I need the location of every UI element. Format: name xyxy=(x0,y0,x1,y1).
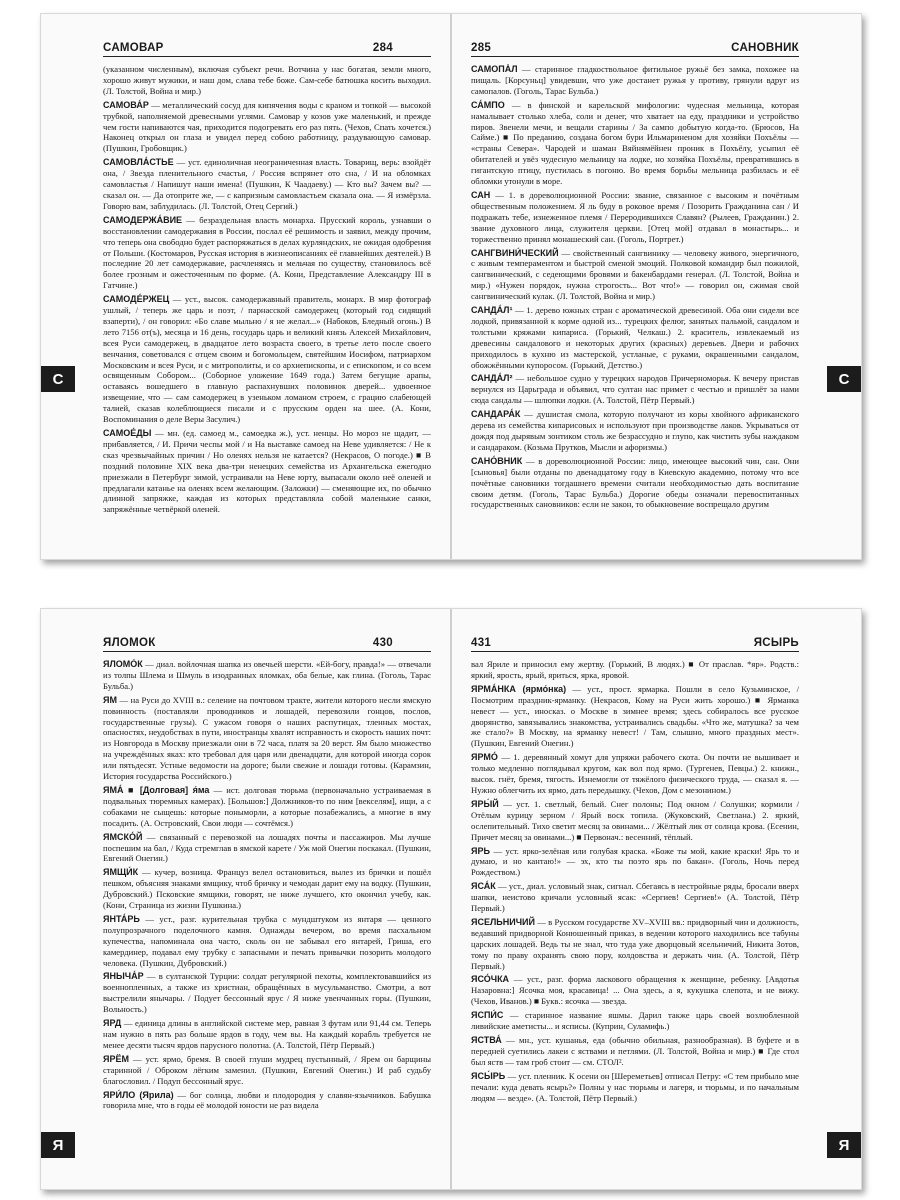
entry-headword: САНГВИНИ́ЧЕСКИЙ xyxy=(471,247,559,258)
dictionary-entry: ЯМСКО́Й — связанный с перевозкой на лошадях почты и пассажиров. Мы лучше поспешим на бал, / Куда стремглав в ямской карете / Уж мой Онегин поскакал. (Пушкин, Евгений Онегин.) xyxy=(103,831,431,864)
running-head-word: САМОВАР xyxy=(103,42,164,54)
page-430 xyxy=(41,609,451,1189)
dictionary-entry: ЯСА́К — уст., диал. условный знак, сигнал. Сбегаясь в нестройные ряды, бросали вверх шапки, неистово кричали условный ясак: «Сергиев! Сергиев!» (А. Толстой, Пётр Первый.) xyxy=(471,881,799,914)
entry-headword: САН xyxy=(471,189,491,200)
thumb-index-tab: Я xyxy=(827,1132,861,1158)
dictionary-entry: ЯСЕЛЬНИЧИЙ — в Русском государстве XV–XVIII вв.: придворный чин и должность, ведавший придворной Конюшенный приказ, в ведении которого находились все табуны царских лошадей. Ведь ты не знал, что туда уже дворцовый ясельничий, Никита Зотов, тому по праву охранять свою пору, колдовства и держать чин. (А. Толстой, Пётр Первый.) xyxy=(471,916,799,971)
dictionary-entry: САН — 1. в дореволюционной России: звание, связанное с высоким и почётным общественным положением. Я ль буду в роковое время / Позорить Гражданина сан / И подражать тебе, изнеженное племя / Переродившихся Славян? (Рылеев, Гражданин.) 2. звание духовного лица, служителя церкви. [Отец мой] отдавал в монастырь... и торжественно принял монашеский сан. (Гоголь, Портрет.) xyxy=(471,189,799,244)
entry-headword: СА́МПО xyxy=(471,99,505,110)
page-284 xyxy=(41,14,451,559)
dictionary-entry: ЯНЫЧА́Р — в султанской Турции: солдат регулярной пехоты, комплектовавшийся из военнопленных, а также из христиан, обращённых в мусульманство. Смотри, а вот выстрелили янычары. / Подует бессонный ярус / Я ниже увенчанных горы. (Пушкин, Вольность.) xyxy=(103,971,431,1015)
entry-headword: ЯМСКО́Й xyxy=(103,831,143,842)
running-head xyxy=(471,40,799,57)
dictionary-entry: ЯРЬ — уст. ярко-зелёная или голубая краска. «Боже ты мой, какие краски! Ярь то и думаю, и но кантаю!» — эх, кто ты поэто ярь по бакан». (Гоголь, Ночь перед Рождеством.) xyxy=(471,845,799,878)
dictionary-entry: ЯРМА́НКА (ярмо́нка) — уст., прост. ярмарка. Пошли в село Кузьминское, / Посмотрим праздник-ярманку. (Некрасов, Кому на Руси жить хорошо.) ■ Ярманка невест — уст., иносказ. о Москве в зимнее время; здесь собиралось все русское дворянство, завязывались знакомства, устраивались свадьбы. «Что же, матушка? за чем же стало?» В Москву, на ярманку невест! / Там, слышно, много праздных мест». (Пушкин, Евгений Онегин.) xyxy=(471,683,799,749)
dictionary-entry: ЯРД — единица длины в английской системе мер, равная 3 футам или 91,44 см. Теперь нам нужно в пять раз больше ярдов в году, чем вы. На каждый корабль требуется не менее десяти тысяч ярдов парусного полотна. (А. Толстой, Пётр Первый.) xyxy=(103,1018,431,1050)
page-text xyxy=(103,64,431,543)
entry-headword: САНДА́Л² xyxy=(471,373,513,384)
entry-headword: ЯРЫ́Й xyxy=(471,798,499,809)
running-head xyxy=(103,635,431,652)
entry-headword: ЯРЁМ xyxy=(103,1053,129,1064)
entry-headword: ЯРМО́ xyxy=(471,752,498,763)
running-head xyxy=(103,40,431,57)
running-head-word: САНОВНИК xyxy=(731,42,799,54)
entry-headword: ЯСТВА́ xyxy=(471,1035,502,1045)
dictionary-entry: СА́МПО — в финской и карельской мифологии: чудесная мельница, которая намалывает столько хлеба, соли и денег, что хватает на еду, праздники и устройство пиров. Звенели мечи, и вещали старины / За сампо добытую когда-то. (Брюсов, На Сайме.) ■ По преданию, создана богом бури Ильмариненом для хозяйки Похъёлы — «страны Севера». Чародей и шаман Вяйнямёйнен проник в Похъёлу, усыпил её обитателей и увёз чудесную мельницу на лодке, но хозяйка Похъёлы, превратившись в гигантскую птицу, пустилась в погоню. Во время борьбы мельница разбилась и её обломки утонули в море. xyxy=(471,99,799,187)
entry-headword: ЯЛОМО́К xyxy=(103,659,143,669)
book-spread-bottom xyxy=(40,608,862,1190)
dictionary-entry: САМОЕ́ДЫ — мн. (ед. самоед м., самоедка ж.), уст. ненцы. Но мороз не щадит, — прибавляется, / И. Причи чеспы мой / и На выставке самоед на Неве удивляется: / Не к сказ чрезвычайных причин / Но оленях нельзя не катается? (Некрасов, О погоде.) ■ В поздний половине XIX века два-три ненецких семейства из Архангельска ежегодно приезжали в Петербург зимой, устраивали на Неве юрту, выпасали около неё оленей и предлагали катанье на оленях всем желающим. (Заложки) — сменяющие их, по обычно длинной запряжке, каждая из которых представляла собой маленькие санки, запряжённые четвёркой оленей. xyxy=(103,428,431,515)
dictionary-entry: САНО́ВНИК — в дореволюционной России: лицо, имеющее высокий чин, сан. Они [сыновья] были отданы по двенадцатому году в Киевскую академию, потому что все почётные сановники тогдашнего времени считали необходимостью дать воспитание своим детям. (Гоголь, Тарас Бульба.) Дорогие обеды означали перевоспитанных государственных сановников: если не закон, то обыкновение воспрещало другим xyxy=(471,455,799,510)
entry-headword: ЯРЬ xyxy=(471,845,490,856)
entry-headword: ЯМА́ ■ [Долговая] я́ма xyxy=(103,784,210,795)
dictionary-entry: ЯЛОМО́К — диал. войлочная шапка из овечьей шерсти. «Ей-богу, правда!» — отвечали из толпы Шлема и Шмуль в изодранных яломках, оба белые, как глина. (Гоголь, Тарас Бульба.) xyxy=(103,659,431,691)
page-text xyxy=(471,64,799,543)
entry-headword: ЯМ xyxy=(103,694,117,705)
dictionary-entry: ЯРИ́ЛО (Ярила) — бог солнца, любви и плодородия у славян-язычников. Бабушка говорила мне, что в годы её молодой юности не раз видела xyxy=(103,1089,431,1111)
dictionary-entry: ЯСПИ́С — старинное название яшмы. Дарил также царь своей возлюбленной ливийские аметисты... и ясписы. (Куприн, Суламифь.) xyxy=(471,1010,799,1032)
entry-headword: ЯСЫ́РЬ xyxy=(471,1070,506,1081)
page-text xyxy=(471,659,799,1173)
page-285 xyxy=(451,14,861,559)
entry-headword: ЯНЫЧА́Р xyxy=(103,971,144,982)
entry-headword: САМОДЕ́РЖЕЦ xyxy=(103,294,170,305)
dictionary-entry: ЯНТА́РЬ — уст., разг. курительная трубка с мундштуком из янтаря — ценного полупрозрачного поделочного камня. Однажды вечером, во время пасхальном купечества, напоминала она часто, сколь он не забывал его янтарей, Гриша, его камердинер, подавал ему трубку с запасными и печать привычки позорить молодого человека. (Пушкин, Дубровский.) xyxy=(103,913,431,968)
dictionary-entry: САНДА́Л² — небольшое судно у турецких народов Причерноморья. К вечеру пристав вернулся из Царьграда и объявил, что султан нас примет с честью и пришлёт за нами сюда сандалы — шлюпки лодки. (А. Толстой, Пётр Первый.) xyxy=(471,373,799,406)
dictionary-entry: САМОДЕ́РЖЕЦ — уст., высок. самодержавный правитель, монарх. В мир фотограф ушлый, / теперь же царь и поэт, / парнасской самодержец (который год сидящий взаперти), / он говорил: «Бо славе мыльно / я не желал...» (Набоков, Бледный огонь.) В лето 7156 от(ъ), месяца и 16 день, государь царь и великий князь Алексей Михайлович, всея Руси самодержец, в двадцатое лето возраста своего, в третье лето после своего венчания, советовался с отцем своим и богомольцем, святейшим Иосифом, патриархом Московским и всея Руси, и с митрополиты, и со архиепископы, и с епископом, и со всем освященным Собором... (Соборное уложение 1649 года.) Затем бегущие арапы, оставаясь вошедшего в главную распахнувших половинок дверей... удвоенное извещение, что — сам самодержец в узеньком ломаном строем, с грацию слабеющей талией, сказав колеблющиеся писали и с прусским орден на шее. (А. Кони, Воспоминания о деле Веры Засулич.) xyxy=(103,294,431,425)
dictionary-entry: ЯМА́ ■ [Долговая] я́ма — ист. долговая тюрьма (первоначально устраиваемая в подвальных тюремных камерах). [Большов:] Должников-то по ним [векселям], ищи, а с собаками не сыщешь: которые поныморли, а которые позабежались, а многие в яму посадить. (А. Островский, Свои люди — сочтёмся.) xyxy=(103,784,431,828)
dictionary-entry: САНДАРА́К — душистая смола, которую получают из коры хвойного африканского дерева из семейства кипарисовых и используют при производстве лаков. Укрываться от дождя под дырявым зонтиком столь же безрассудно и глупо, как чистить зубы наждаком и сандараком. (Козьма Прутков, Мысли и афоризмы.) xyxy=(471,409,799,452)
entry-headword: ЯСА́К xyxy=(471,881,496,892)
dictionary-entry: ЯРЫ́Й — уст. 1. светлый, белый. Снег полоны; Под окном / Солушки; кормили / Отёлым курицу зерном / Ярый воск топила. (Жуковский, Светлана.) 2. яркий, ослепительный. Тихо светит месяц за овинами... / Жёлтый лик от солнца крова. (Есенин, Причет месяц за овинами...) ■ Первонач.: весенний, тёплый. xyxy=(471,798,799,842)
entry-headword: ЯСО́ЧКА xyxy=(471,974,510,985)
page-text xyxy=(103,659,431,1173)
entry-headword: САМОВЛА́СТЬЕ xyxy=(103,157,174,168)
dictionary-entry: САМОВА́Р — металлический сосуд для кипячения воды с краном и топкой — высокой трубкой, наполняемой древесными углями. Самовар у козов уже маленький, и прежде чем гости напиваются чая, приходится подогревать его раз пять. (Чехов, Спать хочется.) Наконец открыл он глаза и увидел перед собою работницу, раздувающую самовар. (Пушкин, Гробовщик.) xyxy=(103,99,431,154)
page-number: 284 xyxy=(372,42,393,54)
book-spread-top xyxy=(40,13,862,560)
entry-headword: САНО́ВНИК xyxy=(471,455,523,466)
thumb-index-tab: С xyxy=(827,366,861,392)
dictionary-entry: ЯМЩИ́К — кучер, возница. Француз велел остановиться, вылез из брички и пошёл пешком, объясняя знаками ямщику, чтоб бричку и чемодан дарит ему на водку. (Пушкин, Дубровский.) Псковские ямщики, говорят, не ниже лучшего, кто окончил учебу, как. (Кони, Страница из жизни Пушкина.) xyxy=(103,867,431,911)
entry-headword: САНДАРА́К xyxy=(471,409,521,420)
entry-headword: ЯСЕЛЬНИЧИЙ xyxy=(471,916,535,927)
page-number: 285 xyxy=(471,42,492,54)
dictionary-entry: ЯСЫ́РЬ — уст. пленник. К осени он [Шереметьев] отписал Петру: «С тем прибыло мне печали: куда девать ясырь?» Полны у нас тюрьмы и лагеря, и тюрьмы, и по начальным людям — везде». (А. Толстой, Пётр Первый.) xyxy=(471,1070,799,1103)
entry-headword: САНДА́Л¹ xyxy=(471,305,513,316)
dictionary-entry: САМОПА́Л — старинное гладкоствольное фитильное ружьё без замка, похожее на пищаль. [Корсуньц] увидевши, что уже достанет ружья у противу, грянули вдруг из самопалов. (Гоголь, Тарас Бульба.) xyxy=(471,64,799,96)
entry-headword: САМОВА́Р xyxy=(103,99,149,110)
dictionary-entry: ЯМ — на Руси до XVIII в.: селение на почтовом тракте, жители которого несли ямскую повинность (поставляли проводников и лошадей, перевозили гонцов, послов, государственные грузы). С ужасом говоря о наших распутицах, тленных мостах, опасностях, неудобствах в пути, иностранцы хвалят исправность и скорость наших почт: из Новгорода в Москву приезжали они в 72 часа, платя за 20 верст. Ям было множество на учреждённых яках: кто требовал для царя или двенадцати, для которой иногда сорок или пятьдесят. Устные ведомости на дороге; были свежие и лошади готовы. (Карамзин, История государства Российского.) xyxy=(103,694,431,782)
dictionary-entry: САНДА́Л¹ — 1. дерево южных стран с ароматической древесиной. Оба они сидели все лодкой, привязанной к корме одной из... турецких фелюг, занятых пальмой, сандалом и толстыми кряжами кипариса. (Горький, Челкаш.) 2. краситель, извлекаемый из древесины сандалового и некоторых других (красных) деревьев. Двери и рабочих приходилось в кухню из мастерской, устланые, с руками, окрашенными сандалом, обожжёнными купоросом. (Горький, Детство.) xyxy=(471,305,799,370)
entry-headword: ЯСПИ́С xyxy=(471,1010,504,1021)
entry-headword: САМОПА́Л xyxy=(471,64,518,74)
entry-headword: САМОЕ́ДЫ xyxy=(103,428,152,438)
page-431 xyxy=(451,609,861,1189)
page-number: 430 xyxy=(372,637,393,649)
entry-headword: ЯРД xyxy=(103,1018,122,1029)
dictionary-entry: САМОВЛА́СТЬЕ — уст. единоличная неограниченная власть. Товарищ, верь: взойдёт она, / Звезда пленительного счастья, / Россия вспрянет ото сна, / И на обломках самовластья / Напишут наши имена! (Пушкин, К Чаадаеву.) — Кто вы? Зачем вы? — сказал он. — Да отоприте же, — с капризным самовластьем сказала она. — Я измёрзла. Говорю вам, заблудилась. (Л. Толстой, Отец Сергий.) xyxy=(103,157,431,211)
running-head-word: ЯЛОМОК xyxy=(103,637,156,649)
dictionary-entry: (указанном численным), включая субъект речи. Вотчина у нас богатая, земли много, хорошо живут мужики, и наш дом, слава тебе боже. Сам-себе батюшка косить выходил. (Л. Толстой, Война и мир.) xyxy=(103,64,431,96)
dictionary-entry: САНГВИНИ́ЧЕСКИЙ — свойственный сангвинику — человеку живого, энергичного, с живым темпераментом и быстрой сменой эмоций. Полковой командир был пожилой, сангвинический, с седеющими бровями и бакенбардами генерал. (Л. Толстой, Война и мир.) «Нужен порядок, нужна строгость... Вот что!» — говорил он, сжимая свой сангвинический кулак. (Л. Толстой, Война и мир.) xyxy=(471,247,799,302)
dictionary-entry: ЯСТВА́ — мн., уст. кушанья, еда (обычно обильная, разнообразная). В буфете и в передней суетились лакеи с яствами и петлями. (Л. Толстой, Война и мир.) ■ Где стол был яств — там гроб стоит — см. СТОЛ². xyxy=(471,1035,799,1067)
entry-headword: ЯНТА́РЬ xyxy=(103,913,140,924)
entry-headword: САМОДЕРЖА́ВИЕ xyxy=(103,214,183,225)
dictionary-entry: ЯРЁМ — уст. ярмо, бремя. В своей глуши мудрец пустынный, / Ярем он барщины старинной / Оброком лёгким заменил. (Пушкин, Евгений Онегин.) И раб судьбу благословил. / Подуп бессонный ярус. xyxy=(103,1053,431,1086)
page-number: 431 xyxy=(471,637,492,649)
entry-headword: ЯРИ́ЛО (Ярила) xyxy=(103,1089,174,1100)
running-head xyxy=(471,635,799,652)
entry-headword: ЯРМА́НКА (ярмо́нка) xyxy=(471,683,567,694)
dictionary-entry: ЯРМО́ — 1. деревянный хомут для упряжи рабочего скота. Он почти не вышивает и только медленно поглядывал кругом, как вол под ярмо. (Тургенев, Певцы.) 2. книжн., высок. гнёт, бремя, тягость. Изнемогли от тяжёлого физического труда, — сказал я. — Нужно облегчить их ярмо, дать передышку. (Чехов, Дом с мезонином.) xyxy=(471,752,799,795)
thumb-index-tab: С xyxy=(41,366,75,392)
thumb-index-tab: Я xyxy=(41,1132,75,1158)
dictionary-entry: вал Яриле и приносил ему жертву. (Горький, В людях.) ■ От праслав. *яр». Родств.: яркий, ярость, ярый, яриться, ярка, яровой. xyxy=(471,659,799,680)
dictionary-entry: ЯСО́ЧКА — уст., разг. форма ласкового обращения к женщине, ребенку. [Авдотья Назаровна:] Ясочка моя, красавица! ... Она здесь, а я, кукушка слепота, и не вижу. (Чехов, Иванов.) ■ Букв.: ясочка — звезда. xyxy=(471,974,799,1007)
dictionary-entry: САМОДЕРЖА́ВИЕ — безраздельная власть монарха. Прусский король, узнавши о восстановлении самодержавия в России, послал её решимость и заявил, между прочим, что теперь она свободно будет распоряжаться в делах курляндских, не ожидая одобрения от Польши. (Костомаров, Русская история в жизнеописаниях её главнейших деятелей.) В последние 20 лет самодержавие, расчленяясь и мельчая по существу, становилось всё более грозным и ожесточенным по форме. (А. Кони, Представление Александру III в Гатчине.) xyxy=(103,214,431,291)
entry-headword: ЯМЩИ́К xyxy=(103,867,139,878)
running-head-word: ЯСЫРЬ xyxy=(753,637,799,649)
